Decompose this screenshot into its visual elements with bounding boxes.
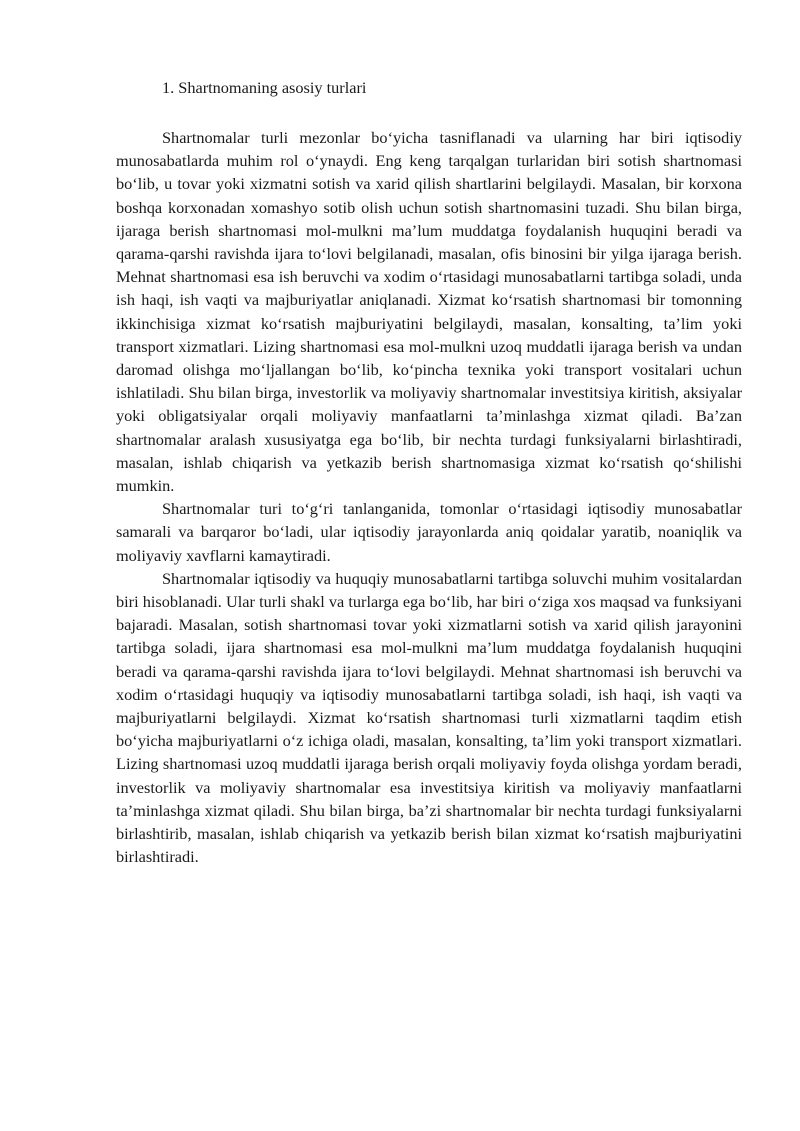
paragraph-2: Shartnomalar turi to‘g‘ri tanlanganida, tomonlar o‘rtasidagi iqtisodiy munosabatlar samarali va barqaror bo‘ladi, ular iqtisodiy jarayonlarda aniq qoidalar yaratib, noaniqlik va moliyaviy xavflarni kamaytiradi. — [116, 499, 742, 565]
paragraph-3: Shartnomalar iqtisodiy va huquqiy munosabatlarni tartibga soluvchi muhim vositalardan biri hisoblanadi. Ular turli shakl va turlarga ega bo‘lib, har biri o‘ziga xos maqsad va funksiyani bajaradi. Masalan, sotish shartnomasi tovar yoki xizmatlarni sotish va xarid qilish jarayonini tartibga soladi, ijara shartnomasi esa mol-mulkni ma’lum muddatga foydalanish huquqini beradi va qarama-qarshi ravishda ijara to‘lovi belgilaydi. Mehnat shartnomasi ish beruvchi va xodim o‘rtasidagi huquqiy va iqtisodiy munosabatlarni tartibga soladi, ish haqi, ish vaqti va majburiyatlarni belgilaydi. Xizmat ko‘rsatish shartnomasi turli xizmatlarni taqdim etish bo‘yicha majburiyatlarni o‘z ichiga oladi, masalan, konsalting, ta’lim yoki transport xizmatlari. Lizing shartnomasi uzoq muddatli ijaraga berish orqali moliyaviy foyda olishga yordam beradi, investorlik va moliyaviy shartnomalar esa investitsiya kiritish va moliyaviy manfaatlarni ta’minlashga xizmat qiladi. Shu bilan birga, ba’zi shartnomalar bir nechta turdagi funksiyalarni birlashtirib, masalan, ishlab chiqarish va yetkazib berish bilan xizmat ko‘rsatish majburiyatini birlashtiradi. — [116, 568, 742, 867]
document-body — [116, 126, 742, 869]
paragraph-1: Shartnomalar turli mezonlar bo‘yicha tasniflanadi va ularning har biri iqtisodiy munosabatlarda muhim rol o‘ynaydi. Eng keng tarqalgan turlaridan biri sotish shartnomasi bo‘lib, u tovar yoki xizmatni sotish va xarid qilish shartlarini belgilaydi. Masalan, bir korxona boshqa korxonadan xomashyo sotib olish uchun sotish shartnomasini tuzadi. Shu bilan birga, ijaraga berish shartnomasi mol-mulkni ma’lum muddatga foydalanish huquqini beradi va qarama-qarshi ravishda ijara to‘lovi belgilanadi, masalan, ofis binosini bir yilga ijaraga berish. Mehnat shartnomasi esa ish beruvchi va xodim o‘rtasidagi munosabatlarni tartibga soladi, unda ish haqi, ish vaqti va majburiyatlar aniqlanadi. Xizmat ko‘rsatish shartnomasi bir tomonning ikkinchisiga xizmat ko‘rsatish majburiyatini belgilaydi, masalan, konsalting, ta’lim yoki transport xizmatlari. Lizing shartnomasi esa mol-mulkni uzoq muddatli ijaraga berish va undan daromad olishga mo‘ljallangan bo‘lib, ko‘pincha texnika yoki transport vositalari uchun ishlatiladi. Shu bilan birga, investorlik va moliyaviy shartnomalar investitsiya kiritish, aksiyalar yoki obligatsiyalar orqali moliyaviy manfaatlarni ta’minlashga xizmat qiladi. Ba’zan shartnomalar aralash xususiyatga ega bo‘lib, bir nechta turdagi funksiyalarni birlashtiradi, masalan, ishlab chiqarish va yetkazib berish shartnomasiga xizmat ko‘rsatish qo‘shilishi mumkin. — [116, 128, 742, 496]
section-heading: 1. Shartnomaning asosiy turlari — [162, 78, 367, 97]
